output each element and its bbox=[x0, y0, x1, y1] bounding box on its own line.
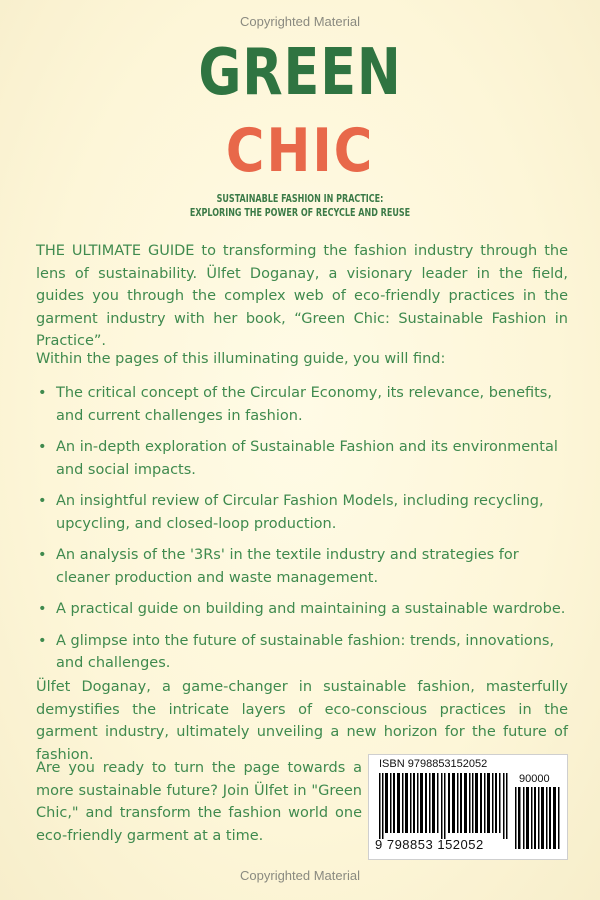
barcode-bars-icon bbox=[379, 773, 509, 839]
isbn-digits: 9 798853 152052 bbox=[375, 837, 484, 852]
list-item-text: A glimpse into the future of sustainable fashion: trends, innovations, and challenges. bbox=[56, 632, 555, 671]
list-item bbox=[36, 544, 571, 589]
bullet-icon: • bbox=[38, 493, 47, 509]
list-item-text: A practical guide on building and maintaining a sustainable wardrobe. bbox=[56, 601, 566, 617]
list-item bbox=[36, 436, 571, 481]
feature-list bbox=[36, 382, 571, 684]
subtitle-line-2: EXPLORING THE POWER OF RECYCLE AND REUSE bbox=[189, 207, 411, 219]
copyright-watermark-bottom: Copyrighted Material bbox=[240, 868, 360, 883]
list-item-text: An analysis of the '3Rs' in the textile industry and strategies for cleaner production and waste management. bbox=[56, 547, 519, 586]
list-item bbox=[36, 598, 571, 621]
call-to-action: Are you ready to turn the page towards a more sustainable future? Join Ülfet in "Green Chic," and transform the fashion world one eco-friendly garment at a time. bbox=[36, 760, 362, 844]
intro-paragraph bbox=[36, 240, 568, 353]
within-heading: Within the pages of this illuminating guide, you will find: bbox=[36, 351, 446, 367]
list-item bbox=[36, 490, 571, 535]
list-item bbox=[36, 382, 571, 427]
list-item-text: An insightful review of Circular Fashion Models, including recycling, upcycling, and closed-loop production. bbox=[56, 493, 544, 532]
list-item-text: An in-depth exploration of Sustainable Fashion and its environmental and social impacts. bbox=[56, 439, 558, 478]
isbn-barcode bbox=[368, 754, 568, 860]
bullet-icon: • bbox=[38, 385, 47, 401]
bullet-icon: • bbox=[38, 632, 47, 649]
bullet-icon: • bbox=[38, 547, 47, 563]
copyright-watermark-top: Copyrighted Material bbox=[240, 14, 360, 29]
bullet-icon: • bbox=[38, 439, 47, 455]
title-chic: CHIC bbox=[225, 116, 375, 186]
title-green: GREEN bbox=[198, 36, 402, 110]
list-item-text: The critical concept of the Circular Economy, its relevance, benefits, and current challenges in fashion. bbox=[56, 385, 552, 424]
bullet-icon: • bbox=[38, 601, 47, 617]
addon-bars-icon bbox=[515, 787, 561, 849]
isbn-label: ISBN 9798853152052 bbox=[379, 758, 488, 770]
subtitle bbox=[45, 192, 555, 220]
intro-rest: to transforming the fashion industry through the lens of sustainability. Ülfet Doganay, a visionary leader in the field, guides you through the complex web of eco-friendly practices in the garment industry with her book, “Green Chic: Sustainable Fashion in Practice”. bbox=[36, 243, 568, 349]
intro-lead: THE ULTIMATE GUIDE bbox=[36, 243, 195, 259]
subtitle-line-1: SUSTAINABLE FASHION IN PRACTICE: bbox=[216, 193, 384, 205]
summary-paragraph: Ülfet Doganay, a game-changer in sustainable fashion, masterfully demystifies the intricate layers of eco-conscious practices in the garment industry, ultimately unveiling a new horizon for the future of fashion. bbox=[36, 679, 568, 763]
price-code: 90000 bbox=[519, 773, 550, 785]
list-item bbox=[36, 630, 571, 675]
